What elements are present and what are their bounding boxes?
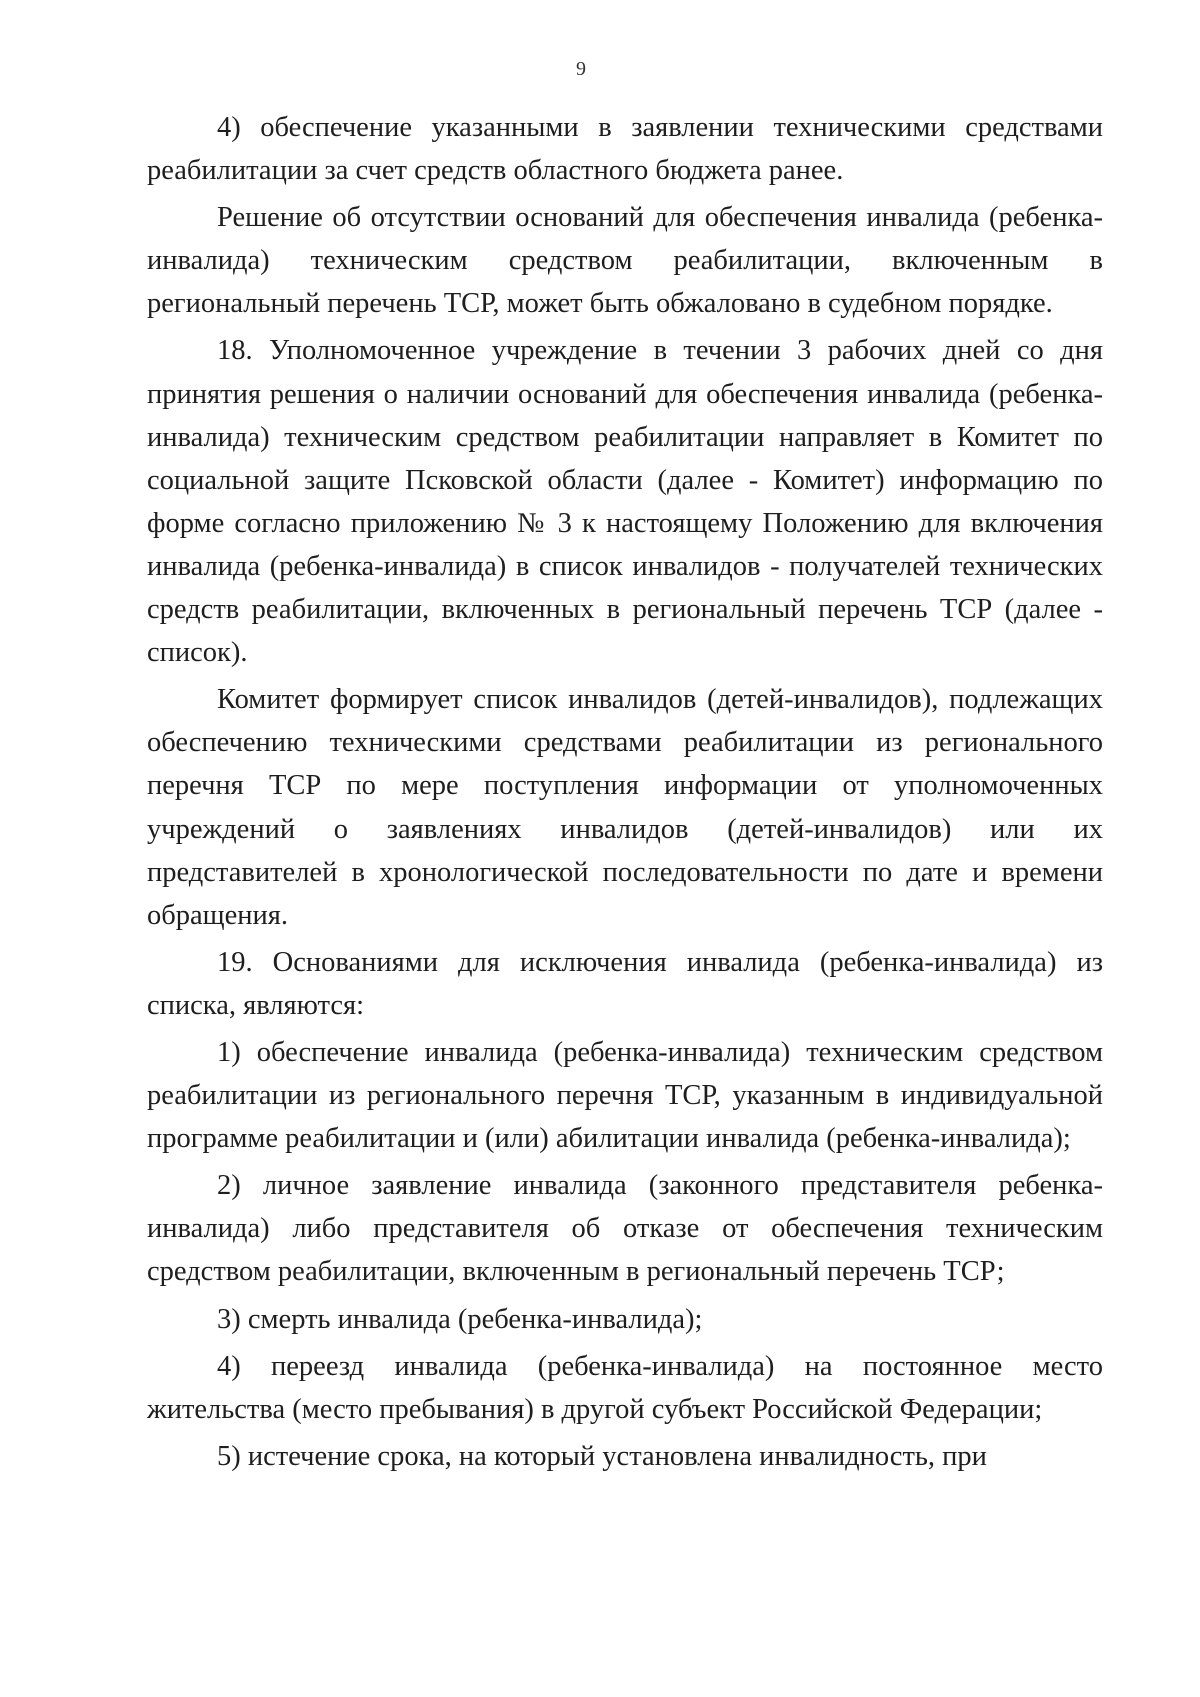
document-body [147, 106, 1103, 1478]
paragraph-decision-appeal: Решение об отсутствии оснований для обеспечения инвалида (ребенка-инвалида) техническим средством реабилитации, включенным в региональный перечень ТСР, может быть обжаловано в судебном порядке. [147, 202, 1103, 320]
paragraph-19: 19. Основаниями для исключения инвалида (ребенка-инвалида) из списка, являются: [147, 946, 1103, 1021]
paragraph-19-item-5: 5) истечение срока, на который установлена инвалидность, при [217, 1440, 987, 1472]
paragraph-18: 18. Уполномоченное учреждение в течении 3 рабочих дней со дня принятия решения о наличии оснований для обеспечения инвалида (ребенка-инвалида) техническим средством реабилитации направляет в Комитет по социальной защите Псковской области (далее - Комитет) информацию по форме согласно приложению № 3 к настоящему Положению для включения инвалида (ребенка-инвалида) в список инвалидов - получателей технических средств реабилитации, включенных в региональный перечень ТСР (далее - список). [147, 335, 1103, 669]
paragraph-committee-list: Комитет формирует список инвалидов (детей-инвалидов), подлежащих обеспечению техническими средствами реабилитации из регионального перечня ТСР по мере поступления информации от уполномоченных учреждений о заявлениях инвалидов (детей-инвалидов) или их представителей в хронологической последовательности по дате и времени обращения. [147, 684, 1103, 931]
paragraph-item-4: 4) обеспечение указанными в заявлении техническими средствами реабилитации за счет средств областного бюджета ранее. [147, 112, 1103, 187]
paragraph-19-item-3: 3) смерть инвалида (ребенка-инвалида); [217, 1303, 703, 1335]
paragraph-19-item-4: 4) переезд инвалида (ребенка-инвалида) на постоянное место жительства (место пребывания) в другой субъект Российской Федерации; [147, 1350, 1103, 1425]
page-number: 9 [576, 58, 586, 80]
paragraph-19-item-2: 2) личное заявление инвалида (законного представителя ребенка-инвалида) либо представителя об отказе от обеспечения техническим средством реабилитации, включенным в региональный перечень ТСР; [147, 1170, 1103, 1288]
paragraph-19-item-1: 1) обеспечение инвалида (ребенка-инвалида) техническим средством реабилитации из регионального перечня ТСР, указанным в индивидуальной программе реабилитации и (или) абилитации инвалида (ребенка-инвалида); [147, 1036, 1103, 1155]
